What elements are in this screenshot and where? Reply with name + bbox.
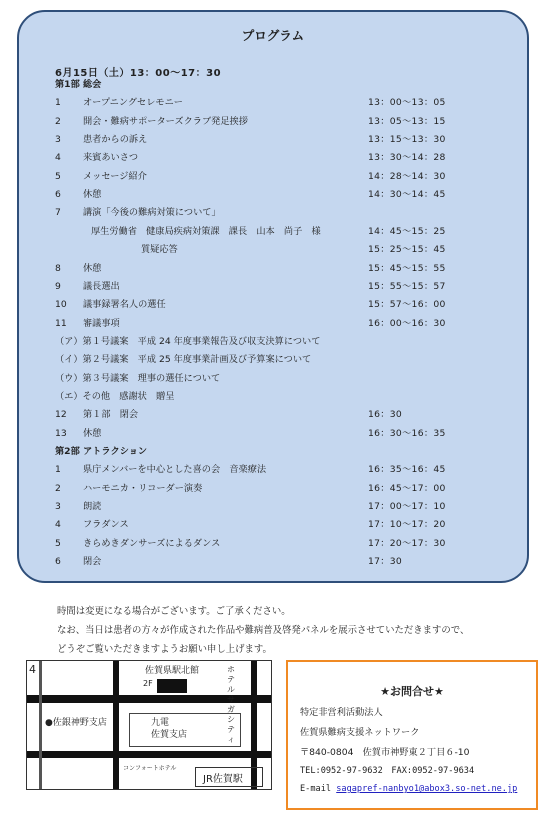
row-title: フラダンス — [83, 519, 129, 531]
program-row — [19, 425, 527, 443]
program-row — [19, 315, 527, 333]
contact-org-name: 佐賀県難病支援ネットワーク — [300, 727, 420, 738]
row-time: 13：30〜14：28 — [368, 152, 446, 164]
program-row — [19, 260, 527, 278]
row-time: 15：25〜15：45 — [368, 244, 446, 256]
map-hotel-label: ホテル サガシティ — [227, 665, 235, 744]
map-floor-label: 2F — [143, 679, 153, 688]
program-row — [19, 498, 527, 516]
row-number: 1 — [55, 97, 61, 109]
program-row — [19, 94, 527, 112]
program-row — [19, 516, 527, 534]
row-title: 審議事項 — [83, 317, 120, 329]
row-title: （ウ）第３号議案 理事の選任について — [55, 372, 221, 384]
program-row — [19, 149, 527, 167]
row-title: 休憩 — [83, 427, 102, 439]
contact-box — [286, 660, 538, 810]
program-row — [19, 535, 527, 553]
note-line-1: 時間は変更になる場合がございます。ご了承ください。 — [57, 606, 291, 617]
contact-org-type: 特定非営利活動法人 — [300, 707, 383, 718]
row-number: 9 — [55, 280, 61, 292]
program-row — [19, 186, 527, 204]
row-time: 15：57〜16：00 — [368, 299, 446, 311]
row-number: 11 — [55, 317, 67, 329]
row-title: 閉会 — [83, 556, 102, 568]
row-title: 第１部 閉会 — [83, 409, 139, 421]
row-title: 開会・難病サポーターズクラブ発足挨拶 — [83, 115, 248, 127]
row-title: 来賓あいさつ — [83, 152, 139, 164]
row-title: 議事録署名人の選任 — [83, 299, 166, 311]
row-number: 6 — [55, 189, 61, 201]
row-title: 質疑応答 — [141, 244, 178, 256]
row-number: 4 — [55, 152, 61, 164]
row-time: 14：45〜15：25 — [368, 225, 446, 237]
map-station-hall-label: 佐賀県駅北館 — [145, 666, 200, 676]
program-row — [19, 480, 527, 498]
row-title: （エ）その他 感謝状 贈呈 — [55, 390, 175, 402]
row-number: 4 — [55, 519, 61, 531]
contact-tel-fax: TEL:0952-97-9632 FAX:0952-97-9634 — [300, 766, 475, 776]
row-title: メッセージ紹介 — [83, 170, 147, 182]
note-line-3: どうぞご覧いただきますようお願い申し上げます。 — [57, 644, 272, 655]
row-number: 3 — [55, 134, 61, 146]
map-route-number: 4 — [29, 663, 36, 676]
row-title: 県庁メンバーを中心とした喜の会 音楽療法 — [83, 464, 267, 476]
row-number: 1 — [55, 464, 61, 476]
row-number: 10 — [55, 299, 67, 311]
program-panel — [17, 10, 529, 583]
row-title: （ア）第１号議案 平成 24 年度事業報告及び収支決算について — [55, 335, 321, 347]
row-time: 17：10〜17：20 — [368, 519, 446, 531]
program-date: 6月15日（土）13：00〜17：30 — [55, 68, 222, 79]
note-line-2: なお、当日は患者の方々が作成された作品や難病普及啓発パネルを展示させていただきますので、 — [57, 625, 470, 636]
program-row — [19, 388, 527, 406]
program-row — [19, 351, 527, 369]
row-number: 13 — [55, 427, 67, 439]
row-title: きらめきダンサーズによるダンス — [83, 537, 221, 549]
map-building-block — [157, 679, 187, 693]
row-title: 朗読 — [83, 501, 102, 513]
row-title: （イ）第２号議案 平成 25 年度事業計画及び予算案について — [55, 354, 312, 366]
program-row — [19, 131, 527, 149]
row-time: 16：30 — [368, 409, 403, 421]
row-time: 15：55〜15：57 — [368, 280, 446, 292]
program-row — [19, 278, 527, 296]
row-number: 8 — [55, 262, 61, 274]
map-road-horizontal-2 — [27, 751, 271, 758]
contact-email-row — [300, 784, 517, 794]
program-title: プログラム — [241, 28, 305, 43]
row-time: 15：45〜15：55 — [368, 262, 446, 274]
program-row — [19, 443, 527, 461]
map-kyuden-label: 九電 佐賀支店 — [151, 718, 188, 740]
contact-title: ★お問合せ★ — [380, 685, 444, 698]
row-title: ハーモニカ・リコーダー演奏 — [83, 482, 203, 494]
row-title: 休憩 — [83, 189, 102, 201]
row-title: 患者からの訴え — [83, 134, 148, 146]
program-row — [19, 296, 527, 314]
program-row — [19, 333, 527, 351]
row-number: 2 — [55, 482, 61, 494]
row-number: 5 — [55, 170, 61, 182]
row-time: 13：15〜13：30 — [368, 134, 446, 146]
row-number: 7 — [55, 207, 61, 219]
access-map — [26, 660, 272, 790]
map-bank-label: ●佐銀神野支店 — [45, 718, 107, 728]
row-time: 17：30 — [368, 556, 403, 568]
map-road-vertical-3 — [39, 661, 42, 789]
program-row — [19, 76, 527, 94]
row-time: 16：35〜16：45 — [368, 464, 446, 476]
row-time: 13：00〜13：05 — [368, 97, 446, 109]
program-row — [19, 204, 527, 222]
row-number: 3 — [55, 501, 61, 513]
map-road-vertical-1 — [113, 661, 119, 789]
program-row — [19, 370, 527, 388]
program-row — [19, 113, 527, 131]
program-row — [19, 461, 527, 479]
contact-address: 〒840-0804 佐賀市神野東２丁目６-10 — [300, 747, 470, 758]
program-row — [19, 406, 527, 424]
program-row — [19, 223, 527, 241]
row-time: 16：00〜16：30 — [368, 317, 446, 329]
row-time: 17：00〜17：10 — [368, 501, 446, 513]
email-label: E-mail — [300, 784, 332, 794]
program-row — [19, 241, 527, 259]
map-comfort-label: コンフォートホテル — [123, 765, 177, 772]
row-number: 12 — [55, 409, 67, 421]
row-time: 14：28〜14：30 — [368, 170, 446, 182]
row-title: 厚生労働省 健康局疾病対策課 課長 山本 尚子 様 — [91, 225, 321, 237]
row-title: 議長選出 — [83, 280, 120, 292]
map-jr-station-label: JR佐賀駅 — [203, 774, 243, 785]
row-number: 5 — [55, 537, 61, 549]
row-time: 16：30〜16：35 — [368, 427, 446, 439]
row-number: 6 — [55, 556, 61, 568]
row-time: 16：45〜17：00 — [368, 482, 446, 494]
row-time: 14：30〜14：45 — [368, 189, 446, 201]
row-time: 17：20〜17：30 — [368, 537, 446, 549]
row-title: 講演「今後の難病対策について」 — [83, 207, 221, 219]
row-time: 13：05〜13：15 — [368, 115, 446, 127]
row-title: オープニングセレモニー — [83, 97, 183, 109]
email-link[interactable]: sagapref-nanbyo1@abox3.so-net.ne.jp — [336, 784, 518, 794]
row-number: 2 — [55, 115, 61, 127]
program-row — [19, 168, 527, 186]
row-title: 第2部 アトラクション — [55, 446, 148, 457]
row-title: 第1部 総会 — [55, 79, 102, 90]
program-row — [19, 553, 527, 571]
row-title: 休憩 — [83, 262, 102, 274]
